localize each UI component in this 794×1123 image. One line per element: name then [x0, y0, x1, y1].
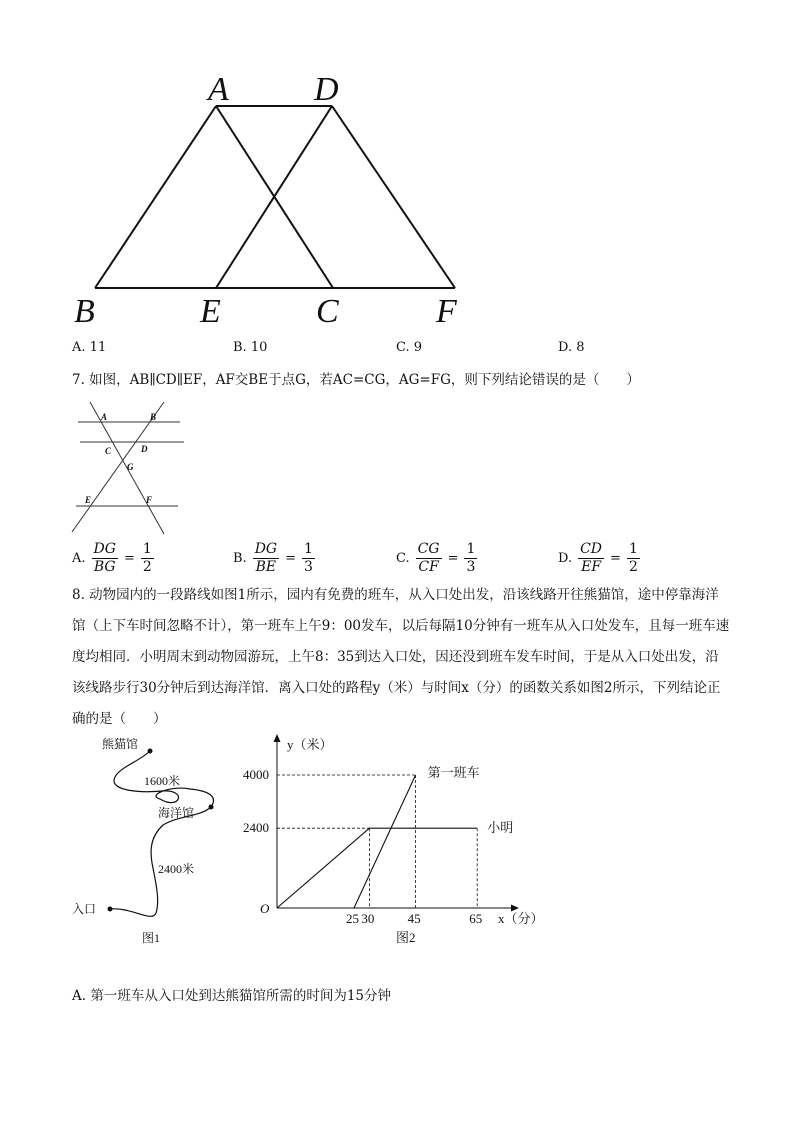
equals: =	[285, 551, 297, 566]
frac-num: DG	[93, 541, 116, 557]
ming-series-label: 小明	[487, 820, 514, 836]
frac-num: CD	[580, 541, 603, 557]
option-key: C.	[396, 551, 410, 566]
q6-option-c[interactable]	[396, 340, 422, 355]
q7-option-c[interactable]	[396, 541, 477, 576]
q8-figure2-chart	[240, 733, 560, 948]
label-a: A	[101, 412, 108, 422]
frac-den: BE	[255, 559, 277, 575]
q7-option-d[interactable]	[558, 541, 640, 576]
y-axis-label: y（米）	[287, 737, 333, 752]
option-key: A.	[72, 340, 86, 355]
frac-den: 3	[304, 559, 313, 575]
entrance-dot	[108, 907, 113, 912]
label-f: F	[436, 293, 457, 330]
q6-option-b[interactable]	[233, 340, 267, 355]
q7-option-a[interactable]	[72, 541, 154, 576]
equals: =	[610, 551, 621, 566]
fig1-caption: 图1	[142, 931, 161, 945]
equals: =	[447, 551, 459, 566]
frac-num: 1	[628, 541, 638, 557]
entrance-label: 入口	[72, 902, 97, 916]
label-d: D	[314, 71, 339, 108]
origin-label: O	[260, 901, 270, 916]
option-text: 10	[250, 340, 268, 355]
frac-den: 2	[628, 559, 638, 575]
q8-option-a[interactable]: A. 第一班车从入口处到达熊猫馆所需的时间为15分钟	[72, 988, 392, 1004]
frac-num: 1	[304, 541, 313, 557]
panda-dot	[148, 749, 153, 754]
label-g: G	[127, 462, 134, 472]
label-c: C	[105, 446, 112, 456]
axes	[277, 738, 515, 908]
label-f: F	[146, 495, 153, 505]
segment-ab	[95, 106, 216, 288]
q8-figure1	[70, 733, 240, 948]
frac-den: 3	[466, 559, 476, 575]
x-axis-label: x（分）	[498, 911, 544, 926]
option-key: D.	[558, 551, 573, 566]
y-tick-label: 4000	[243, 767, 269, 782]
q6-figure	[70, 70, 490, 332]
option-key: C.	[396, 340, 410, 355]
frac-num: DG	[254, 541, 278, 557]
frac-num: 1	[466, 541, 476, 557]
y-tick-label: 2400	[243, 820, 269, 836]
label-b: B	[74, 293, 95, 330]
dist1-label: 1600米	[144, 774, 181, 788]
q8-stem: 8. 动物园内的一段路线如图1所示，园内有免费的班车，从入口处出发，沿该线路开往熊猫馆，途中停靠海洋馆（上下车时间忽略不计），第一班车上午9：00发车，以后每隔10分钟有一班车从入口处发车，且每一班车速度均相同．小明周末到动物园游玩，上午8：35到达入口处，因还没到班车发车时间，于是从入口处出发，沿该线路步行30分钟后到达海洋馆．离入口处的路程y（米）与时间x（分）的函数关系如图2所示，下列结论正确的是（ ）	[72, 587, 730, 727]
q6-option-d[interactable]	[558, 340, 585, 355]
panda-label: 熊猫馆	[102, 737, 139, 751]
bus-series-label: 第一班车	[427, 765, 480, 780]
x-tick-label: 45	[407, 911, 421, 926]
segment-df	[332, 106, 455, 288]
label-a: A	[208, 71, 229, 108]
frac-den: 2	[142, 559, 152, 575]
option-text: 11	[89, 340, 107, 355]
q7-stem: 7. 如图，AB∥CD∥EF，AF交BE于点G，若AC=CG，AG=FG，则下列结论错误的是（ ）	[72, 372, 640, 388]
dist2-label: 2400米	[158, 862, 195, 876]
frac-den: CF	[418, 559, 439, 575]
x-tick-label: 30	[361, 911, 375, 926]
frac-den: EF	[581, 559, 602, 575]
series-line-1	[277, 828, 477, 908]
x-tick-label: 25	[346, 911, 359, 926]
x-tick-label: 65	[469, 911, 483, 926]
ocean-dot	[209, 805, 214, 810]
q7-figure	[68, 400, 186, 536]
option-key: B.	[233, 551, 247, 566]
option-key: B.	[233, 340, 247, 355]
frac-num: CG	[417, 541, 440, 557]
q7-option-b[interactable]	[233, 541, 315, 576]
option-key: A.	[72, 551, 86, 566]
label-d: D	[141, 444, 148, 454]
option-text: 8	[576, 340, 585, 355]
equals: =	[123, 551, 135, 566]
fig2-caption: 图2	[396, 930, 416, 945]
option-text: 9	[413, 340, 423, 355]
frac-den: BG	[93, 559, 116, 575]
label-e: E	[85, 495, 92, 505]
q6-option-a[interactable]	[72, 340, 106, 355]
label-b: B	[150, 412, 157, 422]
series-line-0	[354, 775, 416, 908]
ocean-label: 海洋馆	[158, 806, 195, 820]
label-c: C	[316, 293, 339, 330]
option-key: D.	[558, 340, 573, 355]
frac-num: 1	[142, 541, 152, 557]
label-e: E	[200, 293, 221, 330]
y-axis-arrow	[274, 734, 281, 742]
